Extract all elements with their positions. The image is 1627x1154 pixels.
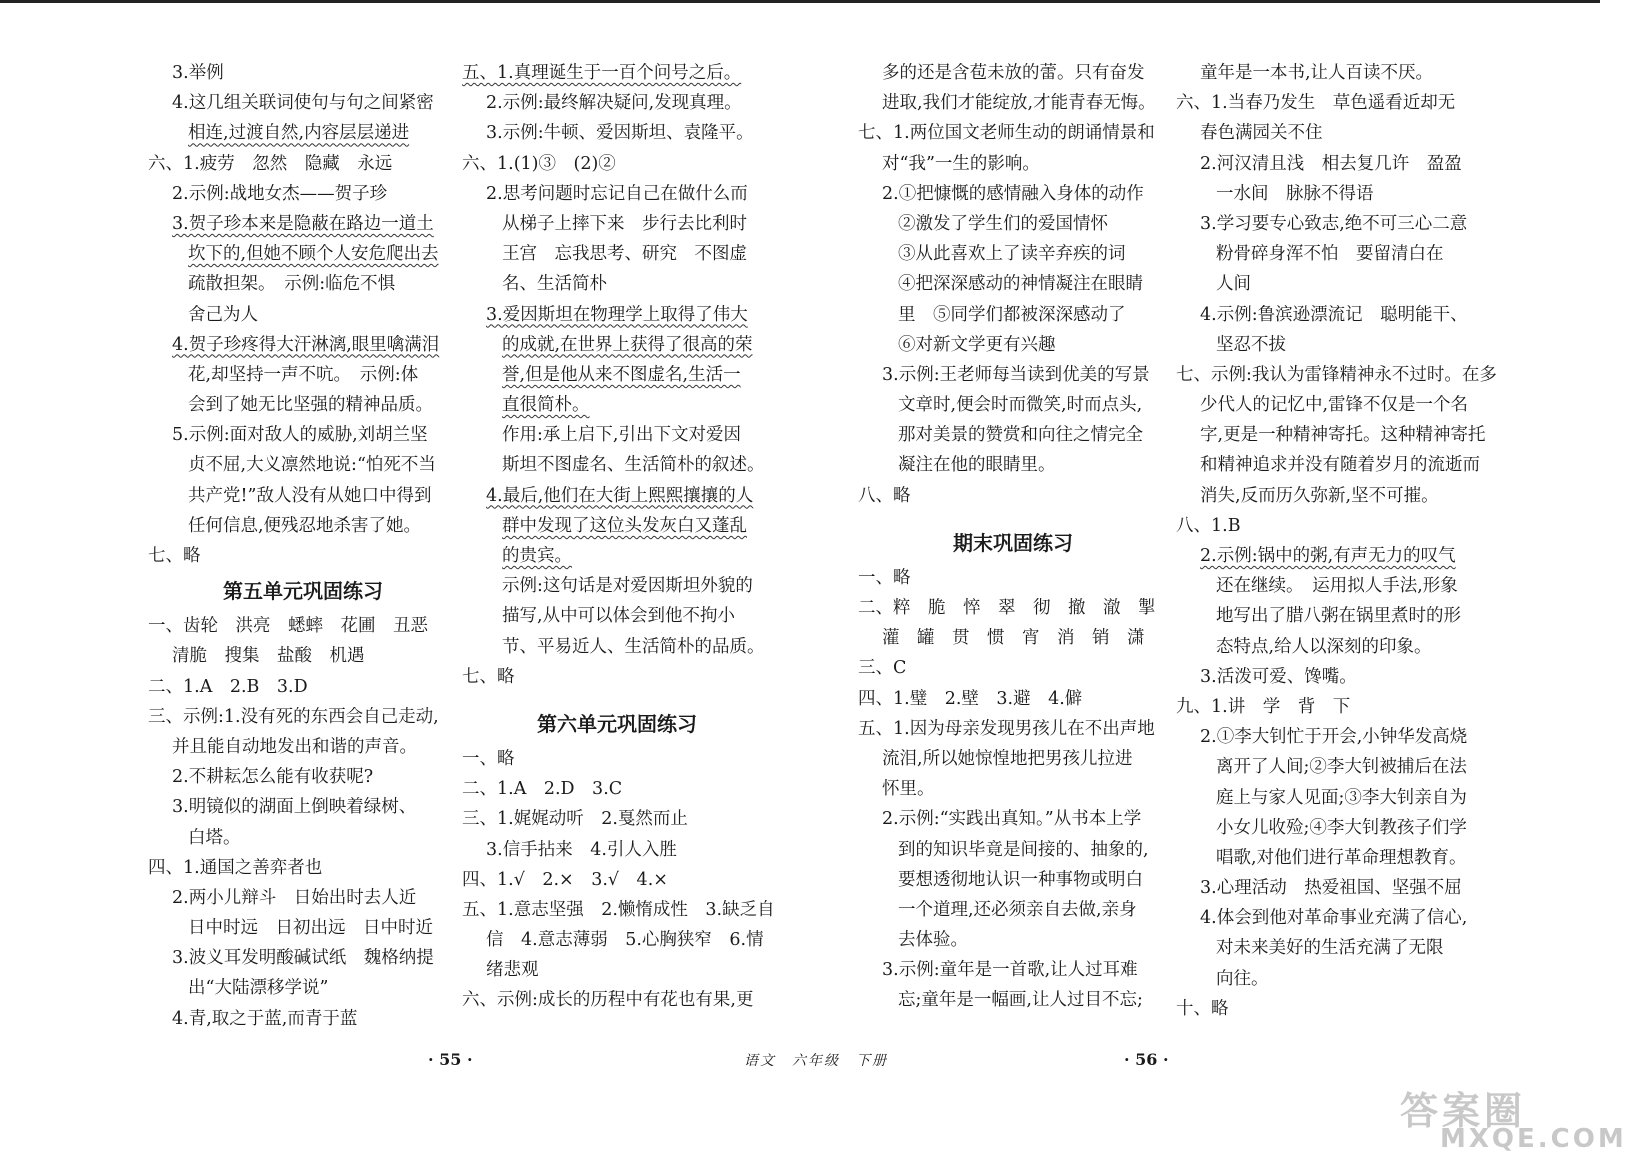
answer-line: 六、1.当春乃发生 草色遥看近却无 bbox=[1176, 93, 1456, 114]
answer-line: 一个道理,还必须亲自去做,亲身 bbox=[898, 899, 1137, 920]
underlined-answer-text: 群中发现了这位头发灰白又蓬乱 bbox=[502, 515, 747, 536]
answer-line: 日中时远 日初出远 日中时近 bbox=[188, 918, 433, 939]
answer-line bbox=[462, 481, 772, 511]
answer-line: 王宫 忘我思考、研究 不图虚 bbox=[502, 244, 747, 265]
answer-line: 十、略 bbox=[1176, 998, 1229, 1019]
answer-line: 六、1.疲劳 忽然 隐藏 永远 bbox=[148, 153, 393, 174]
answer-line: 五、1.意志坚强 2.懒惰成性 3.缺乏自 bbox=[462, 899, 775, 920]
answer-line: 舍己为人 bbox=[188, 304, 258, 325]
answer-line: 那对美景的赞赏和向往之情完全 bbox=[898, 425, 1143, 446]
page-number-right: · 56 · bbox=[1124, 1050, 1169, 1069]
answer-line bbox=[462, 511, 772, 541]
answer-line: 八、略 bbox=[858, 485, 911, 506]
answer-column-2 bbox=[462, 58, 775, 1016]
answer-line: 进取,我们才能绽放,才能青春无悔。 bbox=[882, 93, 1156, 114]
answer-line: 3.活泼可爱、馋嘴。 bbox=[1200, 666, 1357, 687]
underlined-answer-text: 的贵宾。 bbox=[502, 546, 572, 566]
answer-line: 态特点,给人以深刻的印象。 bbox=[1216, 636, 1432, 657]
answer-line: 七、1.两位国文老师生动的朗诵情景和 bbox=[858, 123, 1155, 144]
answer-line: 字,更是一种精神寄托。这种精神寄托 bbox=[1200, 425, 1486, 446]
underlined-answer-text: 4.最后,他们在大街上熙熙攘攘的人 bbox=[486, 485, 754, 506]
answer-line: 3.举例 bbox=[172, 63, 224, 83]
answer-line: 3.明镜似的湖面上倒映着绿树、 bbox=[172, 797, 417, 818]
answer-line: 2.不耕耘怎么能有收获呢? bbox=[172, 767, 374, 788]
answer-line: 九、1.讲 学 背 下 bbox=[1176, 696, 1351, 717]
answer-line bbox=[1176, 541, 1486, 571]
underlined-answer-text: 3.贺子珍本来是隐蔽在路边一道土 bbox=[172, 213, 434, 234]
answer-line: 一、略 bbox=[462, 748, 515, 769]
answer-column-3 bbox=[858, 58, 1168, 1016]
answer-line: 三、C bbox=[858, 658, 907, 679]
answer-column-4 bbox=[1176, 58, 1497, 1024]
page-number-left: · 55 · bbox=[428, 1050, 473, 1069]
answer-line: 共产党!”敌人没有从她口中得到 bbox=[188, 485, 432, 506]
answer-line: 消失,反而历久弥新,坚不可摧。 bbox=[1200, 485, 1439, 506]
answer-line: 六、示例:成长的历程中有花也有果,更 bbox=[462, 990, 754, 1011]
answer-line: 4.青,取之于蓝,而青于蓝 bbox=[172, 1008, 358, 1029]
answer-line: 一、略 bbox=[858, 567, 911, 588]
answer-line: 节、平易近人、生活简朴的品质。 bbox=[502, 636, 765, 657]
answer-line: 作用:承上启下,引出下文对爱因 bbox=[502, 425, 741, 446]
answer-line: ④把深深感动的神情凝注在眼睛 bbox=[898, 274, 1143, 295]
answer-line: 流泪,所以她惊惶地把男孩儿拉进 bbox=[882, 748, 1133, 769]
answer-line: 对“我”一生的影响。 bbox=[882, 153, 1040, 174]
answer-line: 白塔。 bbox=[188, 827, 241, 848]
answer-line: 四、1.√ 2.× 3.√ 4.× bbox=[462, 869, 668, 890]
underlined-answer-text: 誉,但是他从来不图虚名,生活一 bbox=[502, 364, 741, 385]
answer-line: 少代人的记忆中,雷锋不仅是一个名 bbox=[1200, 395, 1469, 416]
answer-line bbox=[148, 209, 458, 239]
answer-line bbox=[148, 330, 458, 360]
answer-line: 五、1.因为母亲发现男孩儿在不出声地 bbox=[858, 718, 1155, 739]
answer-line: 怀里。 bbox=[882, 779, 935, 800]
answer-line: 3.学习要专心致志,绝不可三心二意 bbox=[1200, 213, 1468, 234]
answer-line: 四、1.璧 2.壁 3.避 4.僻 bbox=[858, 688, 1083, 709]
answer-line: 多的还是含苞未放的蕾。只有奋发 bbox=[882, 63, 1145, 83]
answer-line: 七、示例:我认为雷锋精神永不过时。在多 bbox=[1176, 364, 1497, 385]
answer-line: 任何信息,便残忍地杀害了她。 bbox=[188, 515, 422, 536]
watermark-text: 答案圈 bbox=[1400, 1089, 1527, 1133]
answer-line: 七、略 bbox=[148, 546, 201, 566]
answer-line bbox=[462, 390, 772, 420]
answer-line: 和精神追求并没有随着岁月的流逝而 bbox=[1200, 455, 1480, 476]
answer-line: 三、示例:1.没有死的东西会自己走动, bbox=[148, 706, 439, 727]
answer-line: 2.示例:“实践出真知。”从书本上学 bbox=[882, 809, 1142, 830]
underlined-answer-text: 坎下的,但她不顾个人安危爬出去 bbox=[188, 244, 439, 265]
answer-line: ③从此喜欢上了读辛弃疾的词 bbox=[898, 244, 1126, 265]
answer-line: 2.示例:战地女杰——贺子珍 bbox=[172, 183, 388, 204]
answer-line: 二、粹 脆 悴 翠 彻 撤 澈 掣 bbox=[858, 598, 1156, 618]
answer-line: 描写,从中可以体会到他不拘小 bbox=[502, 606, 736, 627]
answer-line: 4.示例:鲁滨逊漂流记 聪明能干、 bbox=[1200, 304, 1468, 325]
underlined-answer-text: 2.示例:锅中的粥,有声无力的叹气 bbox=[1200, 546, 1456, 566]
answer-line: 5.示例:面对敌人的威胁,刘胡兰坚 bbox=[172, 425, 428, 446]
answer-line: 4.体会到他对革命事业充满了信心, bbox=[1200, 908, 1468, 929]
answer-line: ②激发了学生们的爱国情怀 bbox=[898, 213, 1108, 234]
answer-line: 示例:这句话是对爱因斯坦外貌的 bbox=[502, 576, 753, 597]
answer-line: 忘;童年是一幅画,让人过目不忘; bbox=[898, 990, 1143, 1011]
underlined-answer-text: 4.贺子珍疼得大汗淋漓,眼里噙满泪 bbox=[172, 334, 440, 355]
answer-line: 小女儿收殓;④李大钊教孩子们学 bbox=[1216, 817, 1467, 838]
answer-line: 2.河汉清且浅 相去复几许 盈盈 bbox=[1200, 153, 1462, 174]
answer-line: 信 4.意志薄弱 5.心胸狭窄 6.情 bbox=[486, 930, 764, 951]
answer-column-1 bbox=[148, 58, 458, 1034]
answer-line: 里 ⑤同学们都被深深感动了 bbox=[898, 304, 1126, 325]
top-border bbox=[0, 0, 1600, 3]
answer-line bbox=[462, 300, 772, 330]
watermark-logo bbox=[1400, 1080, 1627, 1154]
answer-line: 地写出了腊八粥在锅里煮时的形 bbox=[1216, 606, 1461, 627]
underlined-answer-text: 相连,过渡自然,内容层层递进 bbox=[188, 123, 410, 144]
answer-line: 离开了人间;②李大钊被捕后在法 bbox=[1216, 757, 1467, 778]
answer-line bbox=[148, 239, 458, 269]
answer-line bbox=[148, 118, 458, 148]
answer-line: 庭上与家人见面;③李大钊亲自为 bbox=[1216, 787, 1467, 808]
answer-line bbox=[462, 360, 772, 390]
answer-line: 并且能自动地发出和谐的声音。 bbox=[172, 736, 417, 757]
answer-line: 名、生活简朴 bbox=[502, 274, 607, 295]
answer-line: 2.示例:最终解决疑问,发现真理。 bbox=[486, 93, 742, 114]
answer-line: 凝注在他的眼睛里。 bbox=[898, 455, 1056, 476]
answer-line: 粉骨碎身浑不怕 要留清白在 bbox=[1216, 244, 1444, 265]
answer-line: 去体验。 bbox=[898, 930, 968, 951]
answer-line: 童年是一本书,让人百读不厌。 bbox=[1200, 63, 1434, 83]
answer-line: 坚忍不拔 bbox=[1216, 334, 1286, 355]
book-footer: 语文 六年级 下册 bbox=[744, 1053, 888, 1069]
answer-line: 3.示例:童年是一首歌,让人过耳难 bbox=[882, 960, 1138, 981]
answer-line: 二、1.A 2.B 3.D bbox=[148, 676, 308, 697]
underlined-answer-text: 3.爱因斯坦在物理学上取得了伟大 bbox=[486, 304, 748, 325]
answer-line: 贞不屈,大义凛然地说:“怕死不当 bbox=[188, 455, 436, 476]
answer-line: 灌 罐 贯 惯 宵 消 销 潇 bbox=[882, 628, 1145, 649]
answer-line: 到的知识毕竟是间接的、抽象的, bbox=[898, 839, 1149, 860]
answer-line: 六、1.(1)③ (2)② bbox=[462, 153, 616, 174]
spacer bbox=[462, 692, 772, 704]
answer-line: 3.示例:牛顿、爱因斯坦、袁隆平。 bbox=[486, 123, 754, 144]
answer-line: 对未来美好的生活充满了无限 bbox=[1216, 938, 1444, 959]
answer-line: 二、1.A 2.D 3.C bbox=[462, 779, 623, 800]
answer-line: 三、1.娓娓动听 2.戛然而止 bbox=[462, 809, 688, 830]
answer-line: 一、齿轮 洪亮 蟋蟀 花圃 丑恶 bbox=[148, 616, 428, 637]
answer-line: 3.信手拈来 4.引人入胜 bbox=[486, 839, 677, 860]
answer-line: 绪悲观 bbox=[486, 960, 539, 981]
spacer bbox=[858, 511, 1168, 523]
answer-line: 斯坦不图虚名、生活简朴的叙述。 bbox=[502, 455, 765, 476]
answer-line: 3.波义耳发明酸碱试纸 魏格纳提 bbox=[172, 948, 434, 969]
answer-line: 一水间 脉脉不得语 bbox=[1216, 183, 1374, 204]
answer-line bbox=[462, 330, 772, 360]
underlined-answer-text: 五、1.真理诞生于一百个问号之后。 bbox=[462, 63, 742, 83]
underlined-answer-text: 的成就,在世界上获得了很高的荣 bbox=[502, 334, 753, 355]
answer-line: 2.思考问题时忘记自己在做什么而 bbox=[486, 183, 748, 204]
watermark-url: MXQE.COM bbox=[1440, 1124, 1627, 1154]
answer-line: 疏散担架。 示例:临危不惧 bbox=[188, 274, 396, 295]
section-title: 第六单元巩固练习 bbox=[537, 711, 697, 736]
answer-line: 文章时,便会时而微笑,时而点头, bbox=[898, 395, 1143, 416]
answer-line: 八、1.B bbox=[1176, 515, 1241, 536]
answer-line: 3.示例:王老师每当读到优美的写景 bbox=[882, 364, 1150, 385]
answer-line: 要想透彻地认识一种事物或明白 bbox=[898, 869, 1143, 890]
answer-line: ⑥对新文学更有兴趣 bbox=[898, 334, 1056, 355]
answer-line: 七、略 bbox=[462, 666, 515, 687]
answer-line: 出“大陆漂移学说” bbox=[188, 978, 329, 999]
answer-line: 2.两小儿辩斗 日始出时去人近 bbox=[172, 887, 417, 908]
answer-line: 会到了她无比坚强的精神品质。 bbox=[188, 395, 433, 416]
section-title: 第五单元巩固练习 bbox=[223, 579, 383, 604]
answer-line: 花,却坚持一声不吭。 示例:体 bbox=[188, 364, 419, 385]
answer-line: 2.①李大钊忙于开会,小钟华发高烧 bbox=[1200, 727, 1468, 748]
answer-line: 2.①把慷慨的感情融入身体的动作 bbox=[882, 183, 1144, 204]
section-title: 期末巩固练习 bbox=[953, 530, 1073, 555]
answer-line: 3.心理活动 热爱祖国、坚强不屈 bbox=[1200, 878, 1462, 899]
answer-line: 清脆 搜集 盐酸 机遇 bbox=[172, 646, 365, 667]
answer-line: 还在继续。 运用拟人手法,形象 bbox=[1216, 576, 1458, 597]
answer-line: 春色满园关不住 bbox=[1200, 123, 1323, 144]
underlined-answer-text: 直很简朴。 bbox=[502, 395, 590, 416]
answer-line bbox=[462, 58, 772, 88]
answer-line: 从梯子上摔下来 步行去比利时 bbox=[502, 213, 747, 234]
answer-line: 人间 bbox=[1216, 274, 1251, 295]
answer-line: 向往。 bbox=[1216, 968, 1269, 989]
answer-line: 唱歌,对他们进行革命理想教育。 bbox=[1216, 847, 1467, 868]
answer-line: 4.这几组关联词使句与句之间紧密 bbox=[172, 93, 434, 114]
answer-line: 四、1.通国之善弈者也 bbox=[148, 857, 323, 878]
answer-line bbox=[462, 541, 772, 571]
